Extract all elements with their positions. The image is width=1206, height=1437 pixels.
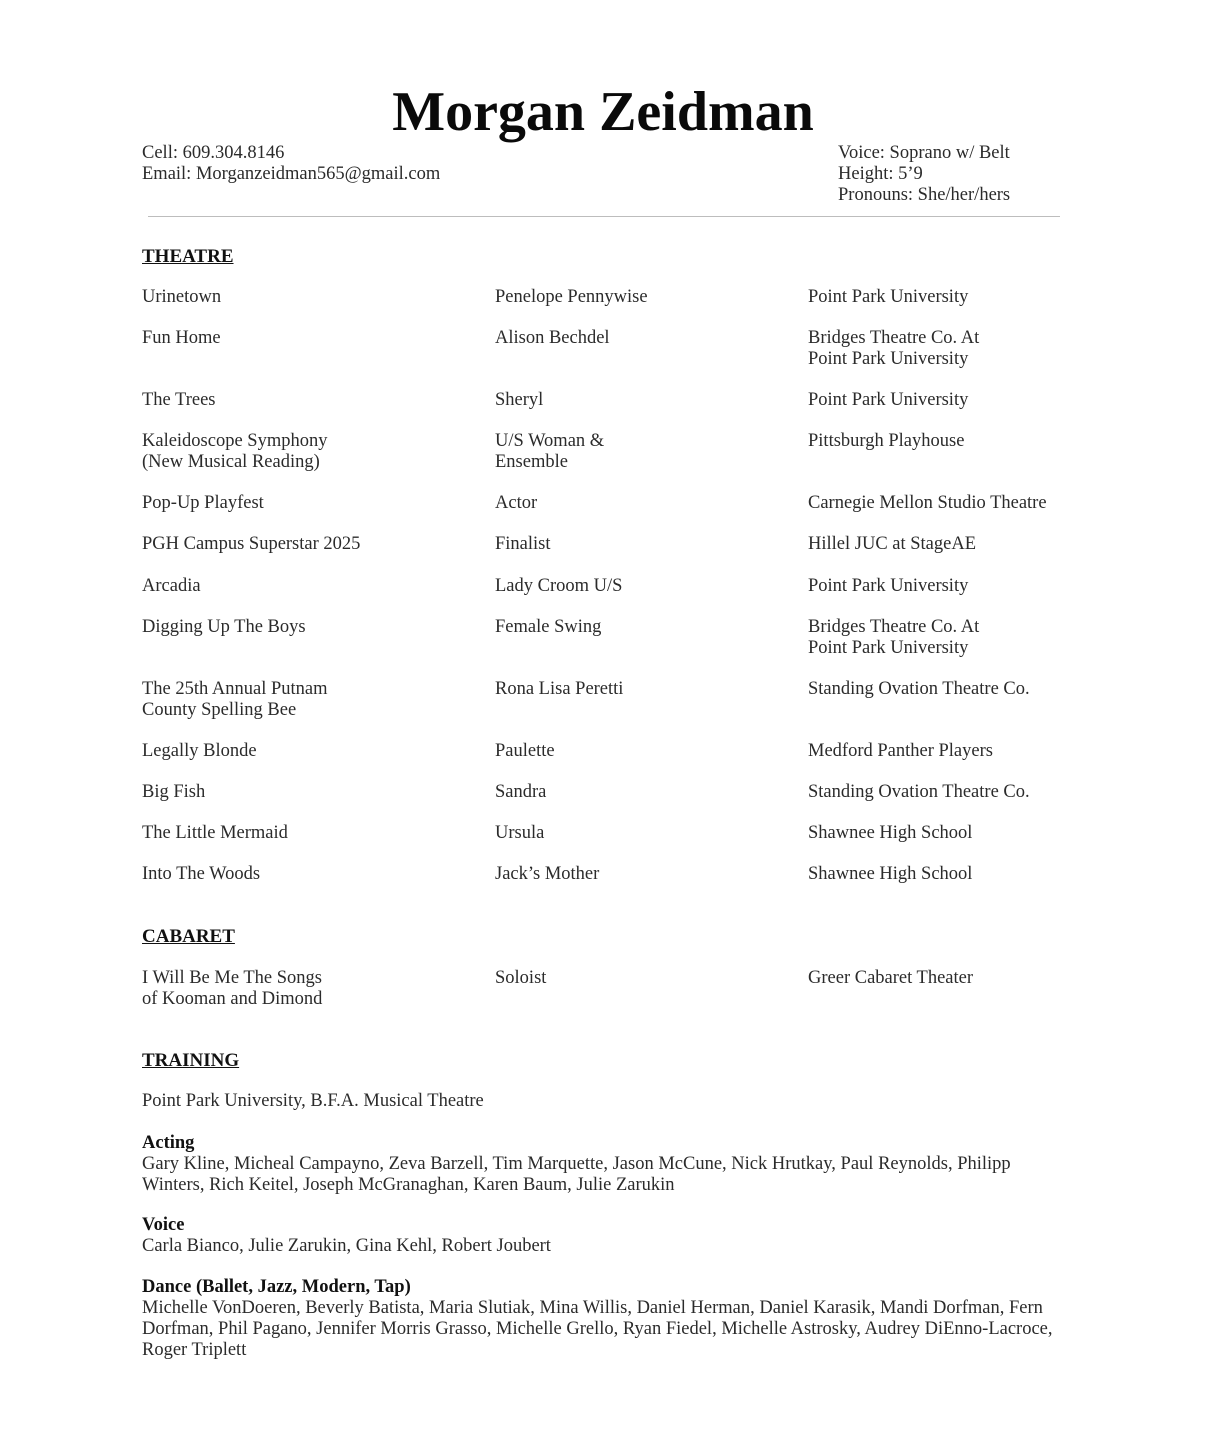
resume-name: Morgan Zeidman — [392, 81, 814, 143]
voice-training — [142, 1215, 1072, 1257]
show-title: Fun Home — [142, 328, 221, 348]
height: Height: 5’9 — [838, 164, 923, 184]
role: Sheryl — [495, 390, 544, 410]
role: U/S Woman & Ensemble — [495, 431, 605, 472]
role: Actor — [495, 493, 538, 513]
training-heading: TRAINING — [142, 1050, 240, 1071]
header-divider — [148, 216, 1060, 217]
show-title: Into The Woods — [142, 864, 261, 884]
venue: Hillel JUC at StageAE — [808, 534, 977, 554]
show-title: Arcadia — [142, 576, 201, 596]
venue: Shawnee High School — [808, 864, 973, 884]
dance-label: Dance (Ballet, Jazz, Modern, Tap) — [142, 1277, 411, 1297]
show-title: The Little Mermaid — [142, 823, 288, 843]
role: Sandra — [495, 782, 547, 802]
venue: Point Park University — [808, 576, 969, 596]
dance-teachers: Dorfman, Phil Pagano, Jennifer Morris Grasso, Michelle Grello, Ryan Fiedel, Michelle Astrosky, Audrey DiEnno-Lacroce, — [142, 1319, 1053, 1339]
role: Paulette — [495, 741, 555, 761]
venue: Standing Ovation Theatre Co. — [808, 782, 1030, 802]
degree: Point Park University, B.F.A. Musical Theatre — [142, 1091, 484, 1111]
show-title: Pop-Up Playfest — [142, 493, 264, 513]
show-title: Kaleidoscope Symphony (New Musical Reading) — [142, 431, 328, 472]
show-title: I Will Be Me The Songs of Kooman and Dimond — [142, 968, 323, 1009]
acting-teachers: Gary Kline, Micheal Campayno, Zeva Barzell, Tim Marquette, Jason McCune, Nick Hrutkay, Paul Reynolds, Philipp — [142, 1154, 1011, 1174]
voice-label: Voice — [142, 1215, 185, 1235]
pronouns: Pronouns: She/her/hers — [838, 185, 1011, 205]
role: Jack’s Mother — [495, 864, 600, 884]
role: Female Swing — [495, 617, 602, 637]
cell-phone: Cell: 609.304.8146 — [142, 143, 285, 163]
acting-label: Acting — [142, 1133, 195, 1153]
role: Alison Bechdel — [495, 328, 610, 348]
show-title: The 25th Annual Putnam County Spelling Bee — [142, 679, 328, 720]
venue: Greer Cabaret Theater — [808, 968, 974, 988]
theatre-heading: THEATRE — [142, 246, 234, 267]
show-title: PGH Campus Superstar 2025 — [142, 534, 361, 554]
venue: Point Park University — [808, 287, 969, 307]
dance-teachers: Roger Triplett — [142, 1340, 247, 1360]
dance-teachers: Michelle VonDoeren, Beverly Batista, Maria Slutiak, Mina Willis, Daniel Herman, Daniel Karasik, Mandi Dorfman, Fern — [142, 1298, 1043, 1318]
show-title: Big Fish — [142, 782, 206, 802]
venue: Bridges Theatre Co. At Point Park University — [808, 617, 980, 658]
role: Penelope Pennywise — [495, 287, 648, 307]
venue: Medford Panther Players — [808, 741, 993, 761]
role: Lady Croom U/S — [495, 576, 623, 596]
venue: Standing Ovation Theatre Co. — [808, 679, 1030, 699]
venue: Pittsburgh Playhouse — [808, 431, 965, 451]
voice-teachers: Carla Bianco, Julie Zarukin, Gina Kehl, Robert Joubert — [142, 1236, 551, 1256]
venue: Carnegie Mellon Studio Theatre — [808, 493, 1047, 513]
performer-stats — [838, 143, 1010, 206]
show-title: Legally Blonde — [142, 741, 257, 761]
show-title: Digging Up The Boys — [142, 617, 306, 637]
email: Email: Morganzeidman565@gmail.com — [142, 164, 441, 184]
acting-teachers: Winters, Rich Keitel, Joseph McGranaghan, Karen Baum, Julie Zarukin — [142, 1175, 675, 1195]
role: Rona Lisa Peretti — [495, 679, 624, 699]
venue: Shawnee High School — [808, 823, 973, 843]
venue: Bridges Theatre Co. At Point Park University — [808, 328, 980, 369]
role: Ursula — [495, 823, 545, 843]
show-title: The Trees — [142, 390, 216, 410]
role: Finalist — [495, 534, 551, 554]
show-title: Urinetown — [142, 287, 222, 307]
role: Soloist — [495, 968, 547, 988]
contact-info — [142, 143, 440, 185]
cabaret-heading: CABARET — [142, 926, 235, 947]
acting-training — [142, 1133, 1072, 1196]
venue: Point Park University — [808, 390, 969, 410]
voice-type: Voice: Soprano w/ Belt — [838, 143, 1010, 163]
dance-training — [142, 1277, 1072, 1361]
